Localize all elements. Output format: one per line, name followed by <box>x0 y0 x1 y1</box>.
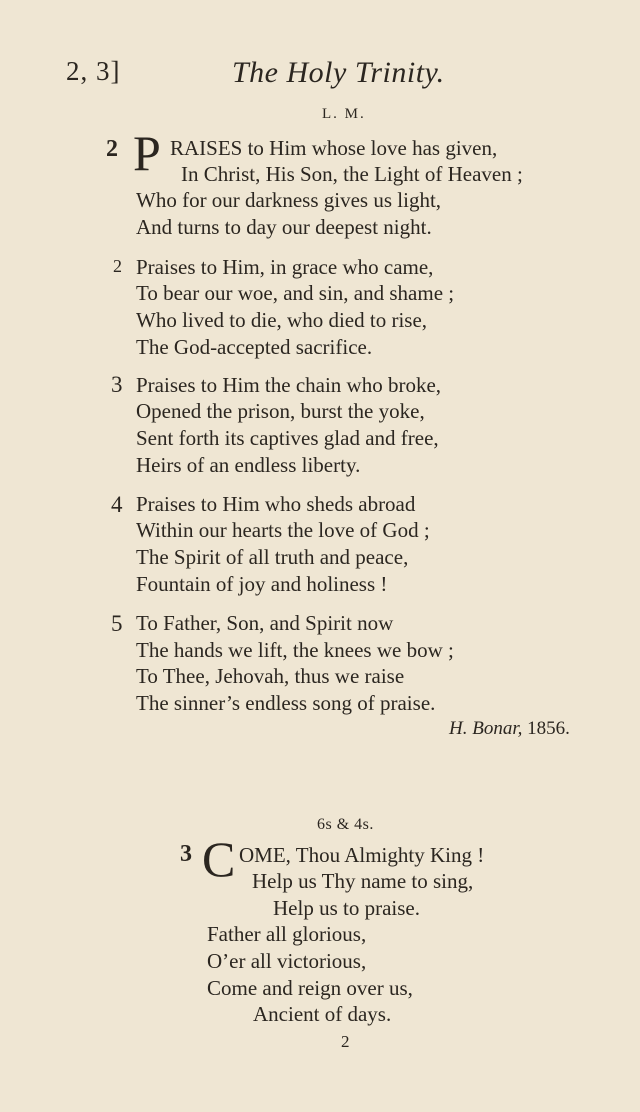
stanza-line: To bear our woe, and sin, and shame ; <box>136 281 455 305</box>
hymn3-line-6: Come and reign over us, <box>207 976 413 1000</box>
stanza-line: The hands we lift, the knees we bow ; <box>136 638 454 662</box>
stanza-line: Opened the prison, burst the yoke, <box>136 399 425 423</box>
stanza-line: Praises to Him the chain who broke, <box>136 373 442 397</box>
stanza-number: 2 <box>113 256 122 276</box>
hymn3-line-4: Father all glorious, <box>207 922 367 946</box>
stanza-number: 4 <box>111 492 123 517</box>
stanza-line: The Spirit of all truth and peace, <box>136 545 409 569</box>
page-title: The Holy Trinity. <box>232 56 445 89</box>
hymn2-line-1: RAISES to Him whose love has given, <box>170 136 498 160</box>
hymn2-line-4: And turns to day our deepest night. <box>136 215 432 239</box>
hymn2-dropcap: P <box>133 125 161 181</box>
stanza-line: Heirs of an endless liberty. <box>136 453 361 477</box>
hymn3-line-3: Help us to praise. <box>273 896 420 920</box>
author-year: 1856. <box>527 718 570 739</box>
hymn3-line-7: Ancient of days. <box>253 1002 392 1026</box>
hymn3-line-1: OME, Thou Almighty King ! <box>239 843 485 867</box>
section-range: 2, 3] <box>66 56 121 86</box>
hymn2-attribution <box>449 718 570 740</box>
hymn3-dropcap: C <box>202 831 236 887</box>
stanza-line: Within our hearts the love of God ; <box>136 518 430 542</box>
hymn3-number: 3 <box>180 841 192 867</box>
hymn3-line-5: O’er all victorious, <box>207 949 367 973</box>
hymn2-number: 2 <box>106 136 118 162</box>
author-name: H. Bonar, <box>449 718 523 739</box>
stanza-line: To Thee, Jehovah, thus we raise <box>136 664 405 688</box>
stanza-line: Fountain of joy and holiness ! <box>136 572 388 596</box>
stanza-line: Who lived to die, who died to rise, <box>136 308 428 332</box>
hymn2-meter: L. M. <box>322 106 366 122</box>
stanza-line: Praises to Him who sheds abroad <box>136 492 416 516</box>
stanza-line: Sent forth its captives glad and free, <box>136 426 439 450</box>
stanza-line: The sinner’s endless song of praise. <box>136 691 436 715</box>
stanza-number: 5 <box>111 611 123 636</box>
hymn2-line-2: In Christ, His Son, the Light of Heaven ; <box>181 162 523 186</box>
hymn3-line-2: Help us Thy name to sing, <box>252 869 474 893</box>
stanza-line: To Father, Son, and Spirit now <box>136 611 394 635</box>
hymn3-meter: 6s & 4s. <box>317 816 374 833</box>
page-number: 2 <box>341 1032 350 1051</box>
hymn2-line-3: Who for our darkness gives us light, <box>136 188 442 212</box>
stanza-line: The God-accepted sacrifice. <box>136 335 373 359</box>
stanza-line: Praises to Him, in grace who came, <box>136 255 434 279</box>
stanza-number: 3 <box>111 372 123 397</box>
